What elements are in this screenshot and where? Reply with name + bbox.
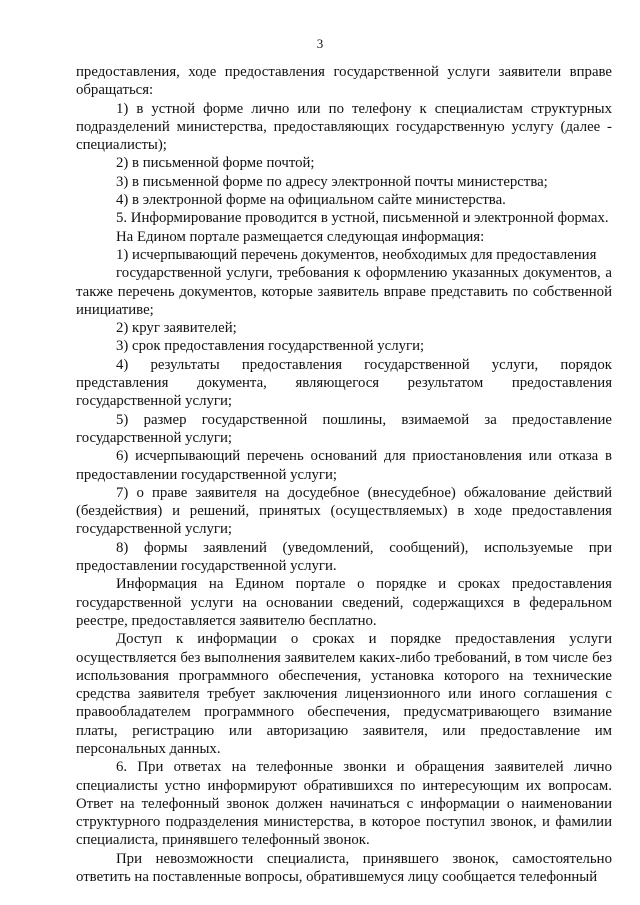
page-number: 3 [316,36,324,51]
paragraph: 2) в письменной форме почтой; [116,155,315,172]
paragraph: 6) исчерпывающий перечень оснований для приостановления или отказа в предоставлении государственной услуги; [76,448,612,483]
paragraph: 4) в электронной форме на официальном сайте министерства. [116,192,506,209]
paragraph: 2) круг заявителей; [116,320,237,337]
paragraph: 1) исчерпывающий перечень документов, необходимых для предоставления [116,246,597,263]
paragraph: Информация на Едином портале о порядке и сроках предоставления государственной услуги на основании сведений, содержащихся в федеральном реестре, предоставляется заявителю бесплатно. [76,576,612,629]
paragraph: 4) результаты предоставления государственной услуги, порядок представления документа, являющегося результатом предоставления государственной услуги; [76,356,612,410]
paragraph: 6. При ответах на телефонные звонки и обращения заявителей лично специалисты устно информируют обратившихся по интересующим их вопросам. Ответ на телефонный звонок должен начинаться с информации о наименовании структурного подразделения министерства, в которое поступил звонок, и фамилии специалиста, принявшего телефонный звонок. [76,759,612,849]
document-body [76,63,612,886]
paragraph: 3) срок предоставления государственной услуги; [116,338,425,355]
paragraph: 5) размер государственной пошлины, взимаемой за предоставление государственной услуги; [76,411,612,446]
paragraph: 5. Информирование проводится в устной, письменной и электронной формах. [116,210,609,227]
paragraph: 8) формы заявлений (уведомлений, сообщений), используемые при предоставлении государственной услуги. [76,539,612,575]
paragraph: 3) в письменной форме по адресу электронной почты министерства; [116,173,548,190]
paragraph: На Едином портале размещается следующая информация: [116,228,485,245]
paragraph: предоставления, ходе предоставления государственной услуги заявители вправе обращаться: [76,64,612,99]
paragraph: Доступ к информации о сроках и порядке предоставления услуги осуществляется без выполнения заявителем каких-либо требований, в том числе без использования программного обеспечения, установка которого на технические средства заявителя требует заключения лицензионного или иного соглашения с правообладателем программного обеспечения, предусматривающего взимание платы, регистрацию или авторизацию заявителя, или предоставление им персональных данных. [76,631,612,757]
paragraph: 1) в устной форме лично или по телефону к специалистам структурных подразделений министерства, предоставляющих государственную услугу (далее - специалисты); [76,100,612,154]
paragraph: При невозможности специалиста, принявшего звонок, самостоятельно ответить на поставленные вопросы, обратившемуся лицу сообщается телефонный [76,850,612,886]
paragraph: государственной услуги, требования к оформлению указанных документов, а также перечень документов, которые заявитель вправе представить по собственной инициативе; [76,265,612,318]
paragraph: 7) о праве заявителя на досудебное (внесудебное) обжалование действий (бездействия) и решений, принятых (осуществляемых) в ходе предоставления государственной услуги; [76,484,612,538]
